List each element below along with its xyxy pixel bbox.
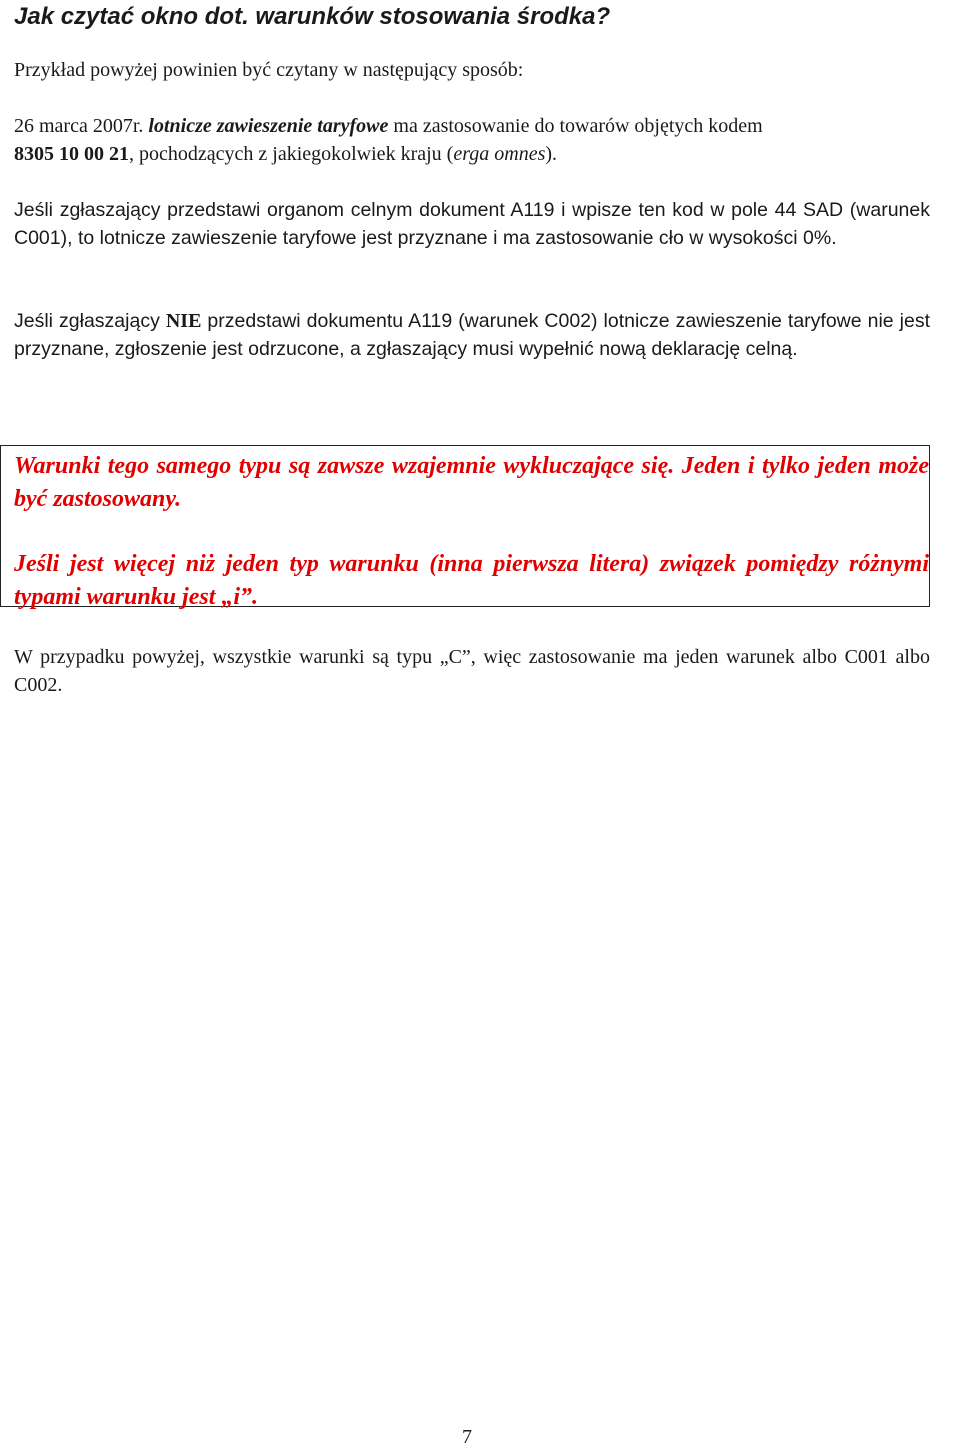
page-title: Jak czytać okno dot. warunków stosowania środka? <box>14 3 611 30</box>
date-text: 26 marca 2007r. <box>14 115 149 137</box>
box-rule-multiple-types: Jeśli jest więcej niż jeden typ warunku (inna pierwsza litera) związek pomiędzy różnymi typami warunku jest „i”. <box>14 551 929 610</box>
box-rule-mutually-exclusive: Warunki tego samego typu są zawsze wzajemnie wykluczające się. Jeden i tylko jeden może być zastosowany. <box>14 453 929 512</box>
intro-paragraph: Przykład powyżej powinien być czytany w następujący sposób: <box>14 59 524 81</box>
nie-emphasis: NIE <box>165 310 202 332</box>
page-number: 7 <box>462 1426 472 1448</box>
erga-omnes-text: erga omnes <box>453 143 546 165</box>
paragraph-date-code <box>14 112 930 168</box>
applies-text: ma zastosowanie do towarów objętych kodem <box>388 115 763 137</box>
paragraph-condition-c001: Jeśli zgłaszający przedstawi organom celnym dokument A119 i wpisze ten kod w pole 44 SAD (warunek C001), to lotnicze zawieszenie taryfowe jest przyznane i ma zastosowanie cło w wysokości 0%. <box>14 199 930 249</box>
c002-rest: przedstawi dokumentu A119 (warunek C002) lotnicze zawieszenie taryfowe nie jest przyznane, zgłoszenie jest odrzucone, a zgłaszający musi wypełnić nową deklarację celną. <box>14 310 930 360</box>
goods-code: 8305 10 00 21 <box>14 143 129 165</box>
paragraph-conclusion: W przypadku powyżej, wszystkie warunki są typu „C”, więc zastosowanie ma jeden warunek albo C001 albo C002. <box>14 646 930 696</box>
c002-start: Jeśli zgłaszający <box>14 310 166 332</box>
origin-text: , pochodzących z jakiegokolwiek kraju ( <box>129 143 454 165</box>
paragraph-condition-c002 <box>14 307 930 363</box>
origin-end: ). <box>545 143 558 165</box>
suspension-term: lotnicze zawieszenie taryfowe <box>148 115 389 137</box>
